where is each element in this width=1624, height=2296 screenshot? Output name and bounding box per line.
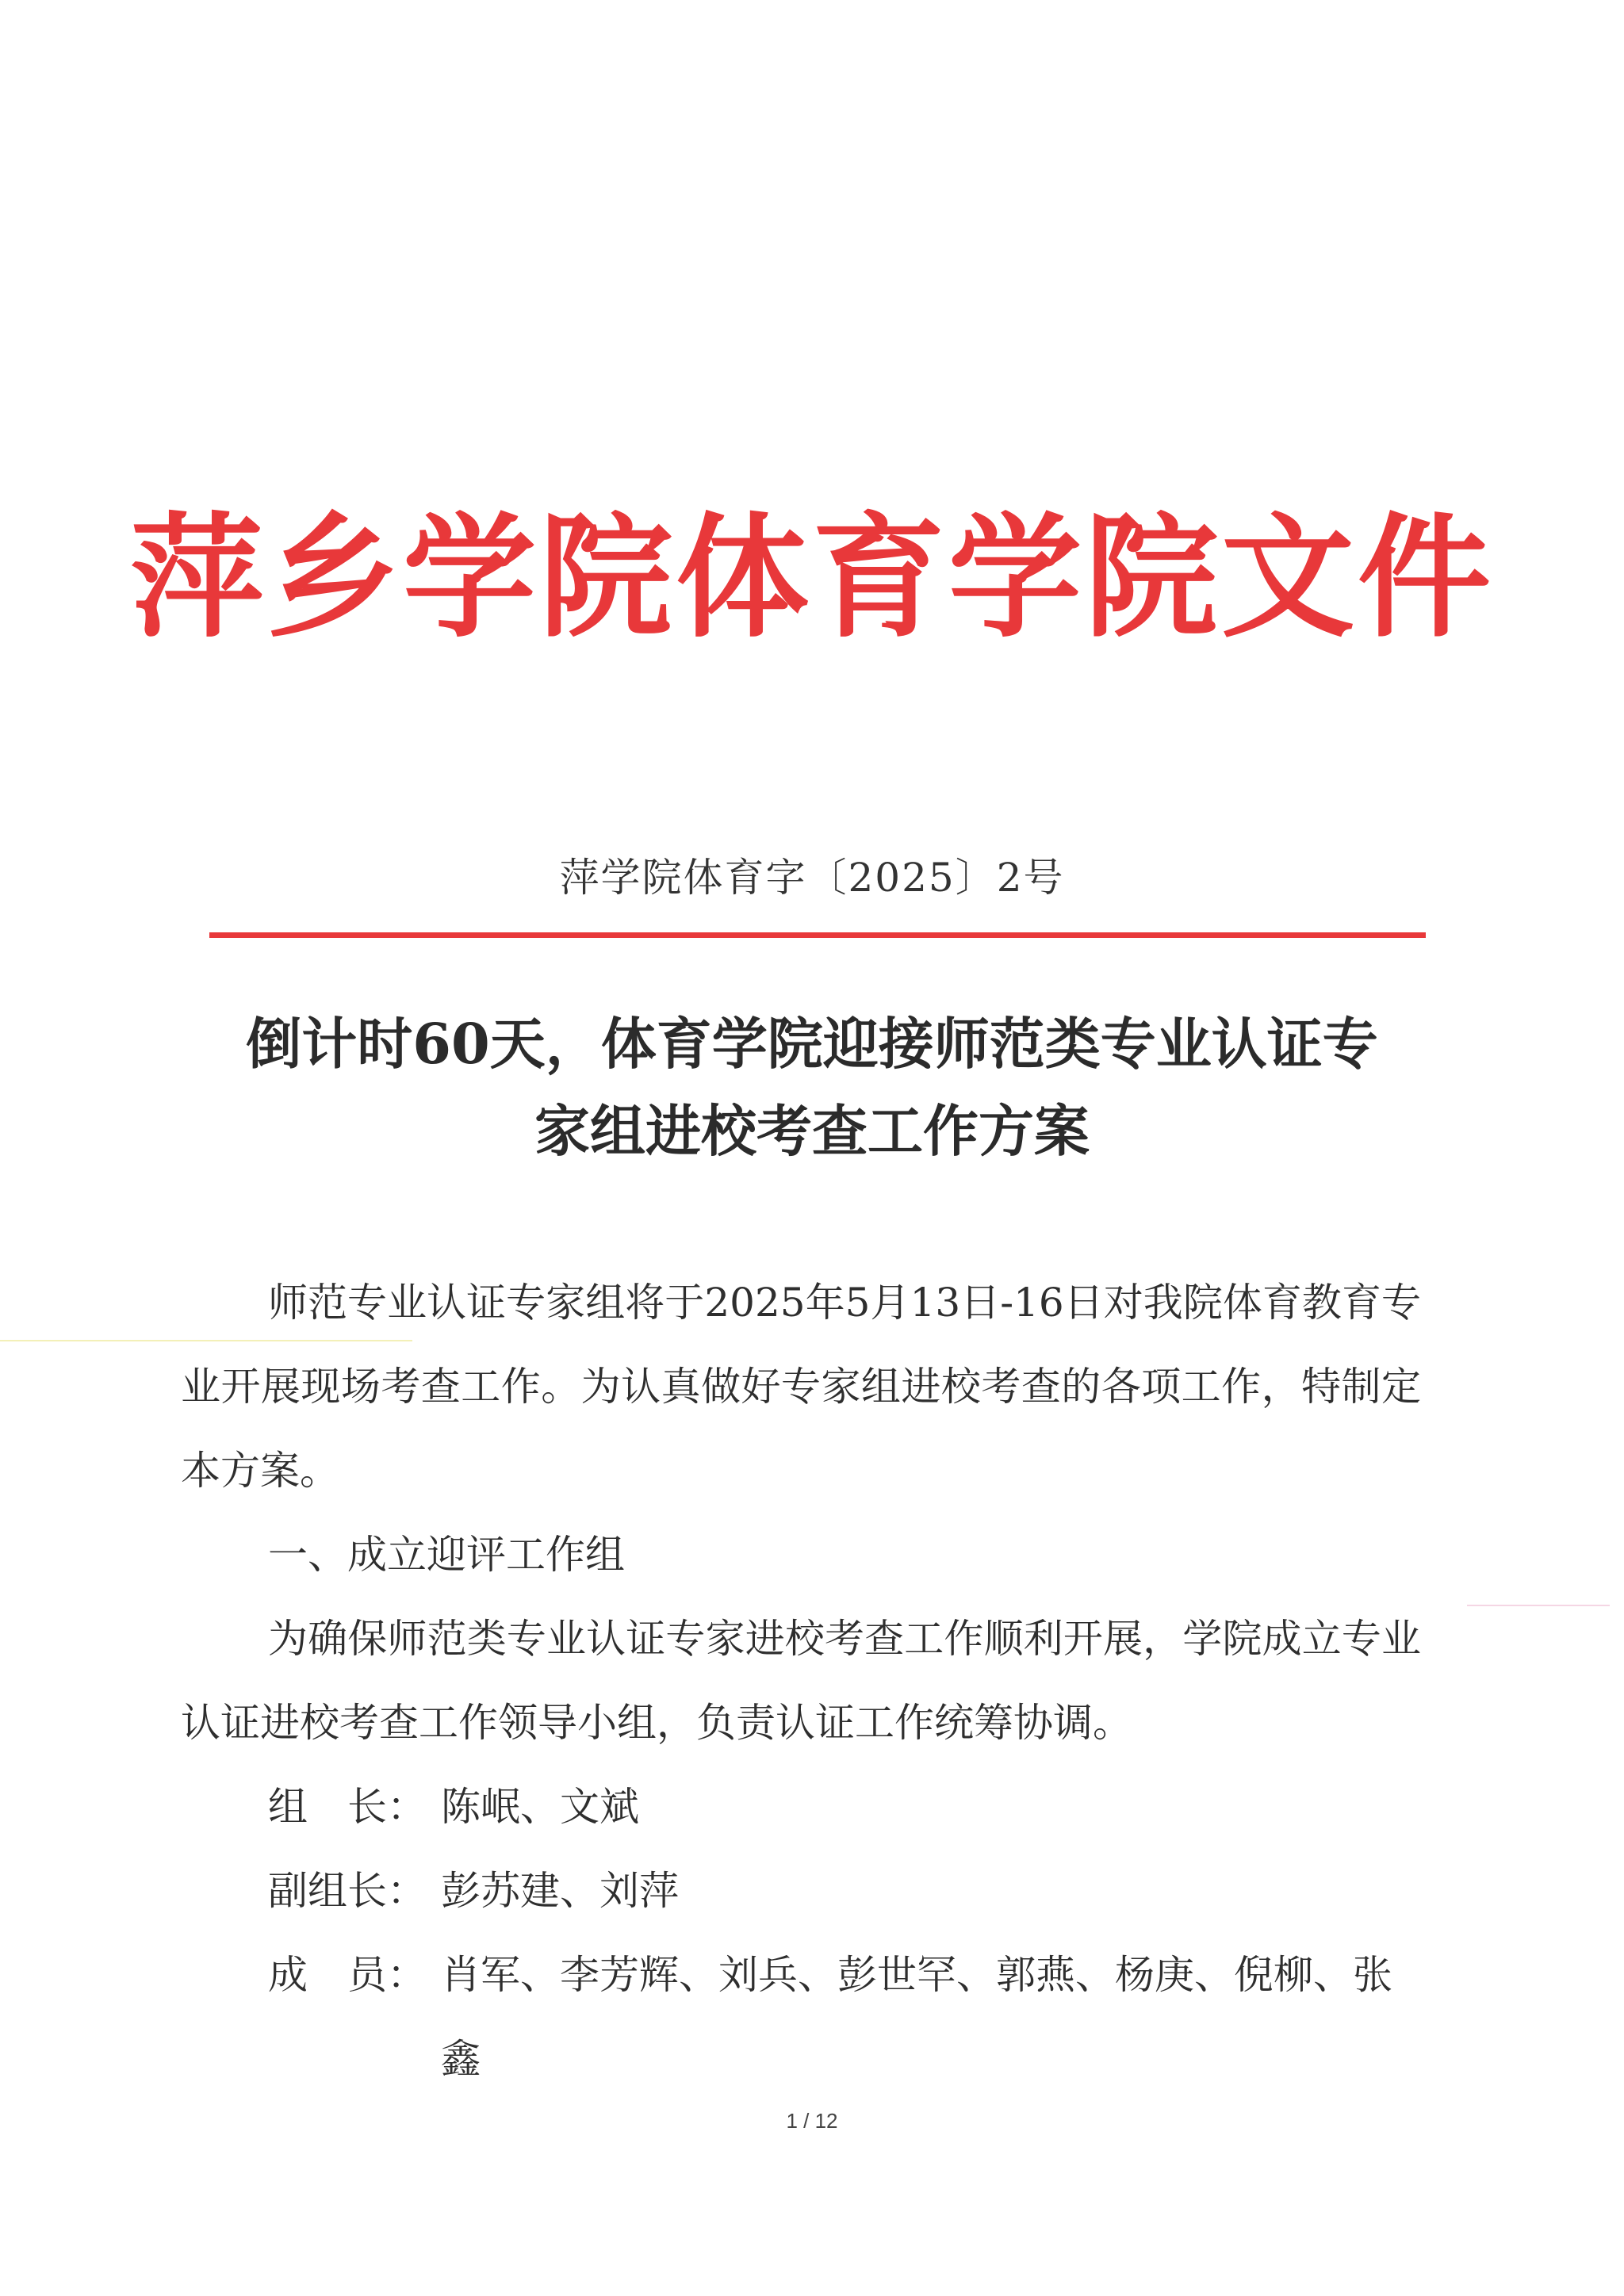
title-line-2: 家组进校考查工作方案 <box>534 1098 1090 1164</box>
section-heading: 一、成立迎评工作组 <box>268 1532 625 1578</box>
role-leader <box>181 1765 1421 1849</box>
document-title <box>159 1001 1465 1175</box>
role-label: 成 员： <box>268 1952 427 1998</box>
page-number: 1 / 12 <box>786 2109 838 2133</box>
role-names: 肖军、李芳辉、刘兵、彭世罕、郭燕、杨庚、倪柳、张鑫 <box>441 1952 1392 2082</box>
role-label: 组 长： <box>268 1784 427 1830</box>
document-number: 萍学院体育字〔2025〕2号 <box>559 855 1065 901</box>
document-masthead: 萍乡学院体育学院文件 <box>130 499 1494 656</box>
role-names: 陈岷、文斌 <box>441 1784 639 1830</box>
role-label: 副组长： <box>268 1868 427 1914</box>
red-divider-line <box>209 932 1426 938</box>
title-line-1: 倒计时60天，体育学院迎接师范类专业认证专 <box>246 1011 1378 1077</box>
section-paragraph: 为确保师范类专业认证专家进校考查工作顺利开展，学院成立专业认证进校考查工作领导小组，负责认证工作统筹协调。 <box>181 1616 1421 1746</box>
intro-paragraph: 师范专业认证专家组将于2025年5月13日-16日对我院体育教育专业开展现场考查工作。为认真做好专家组进校考查的各项工作，特制定本方案。 <box>181 1280 1421 1494</box>
role-members <box>181 1933 1421 2101</box>
scan-artifact <box>1467 1605 1610 1606</box>
document-body <box>181 1261 1421 2101</box>
role-names: 彭苏建、刘萍 <box>441 1868 679 1914</box>
role-deputy-leader <box>181 1849 1421 1933</box>
